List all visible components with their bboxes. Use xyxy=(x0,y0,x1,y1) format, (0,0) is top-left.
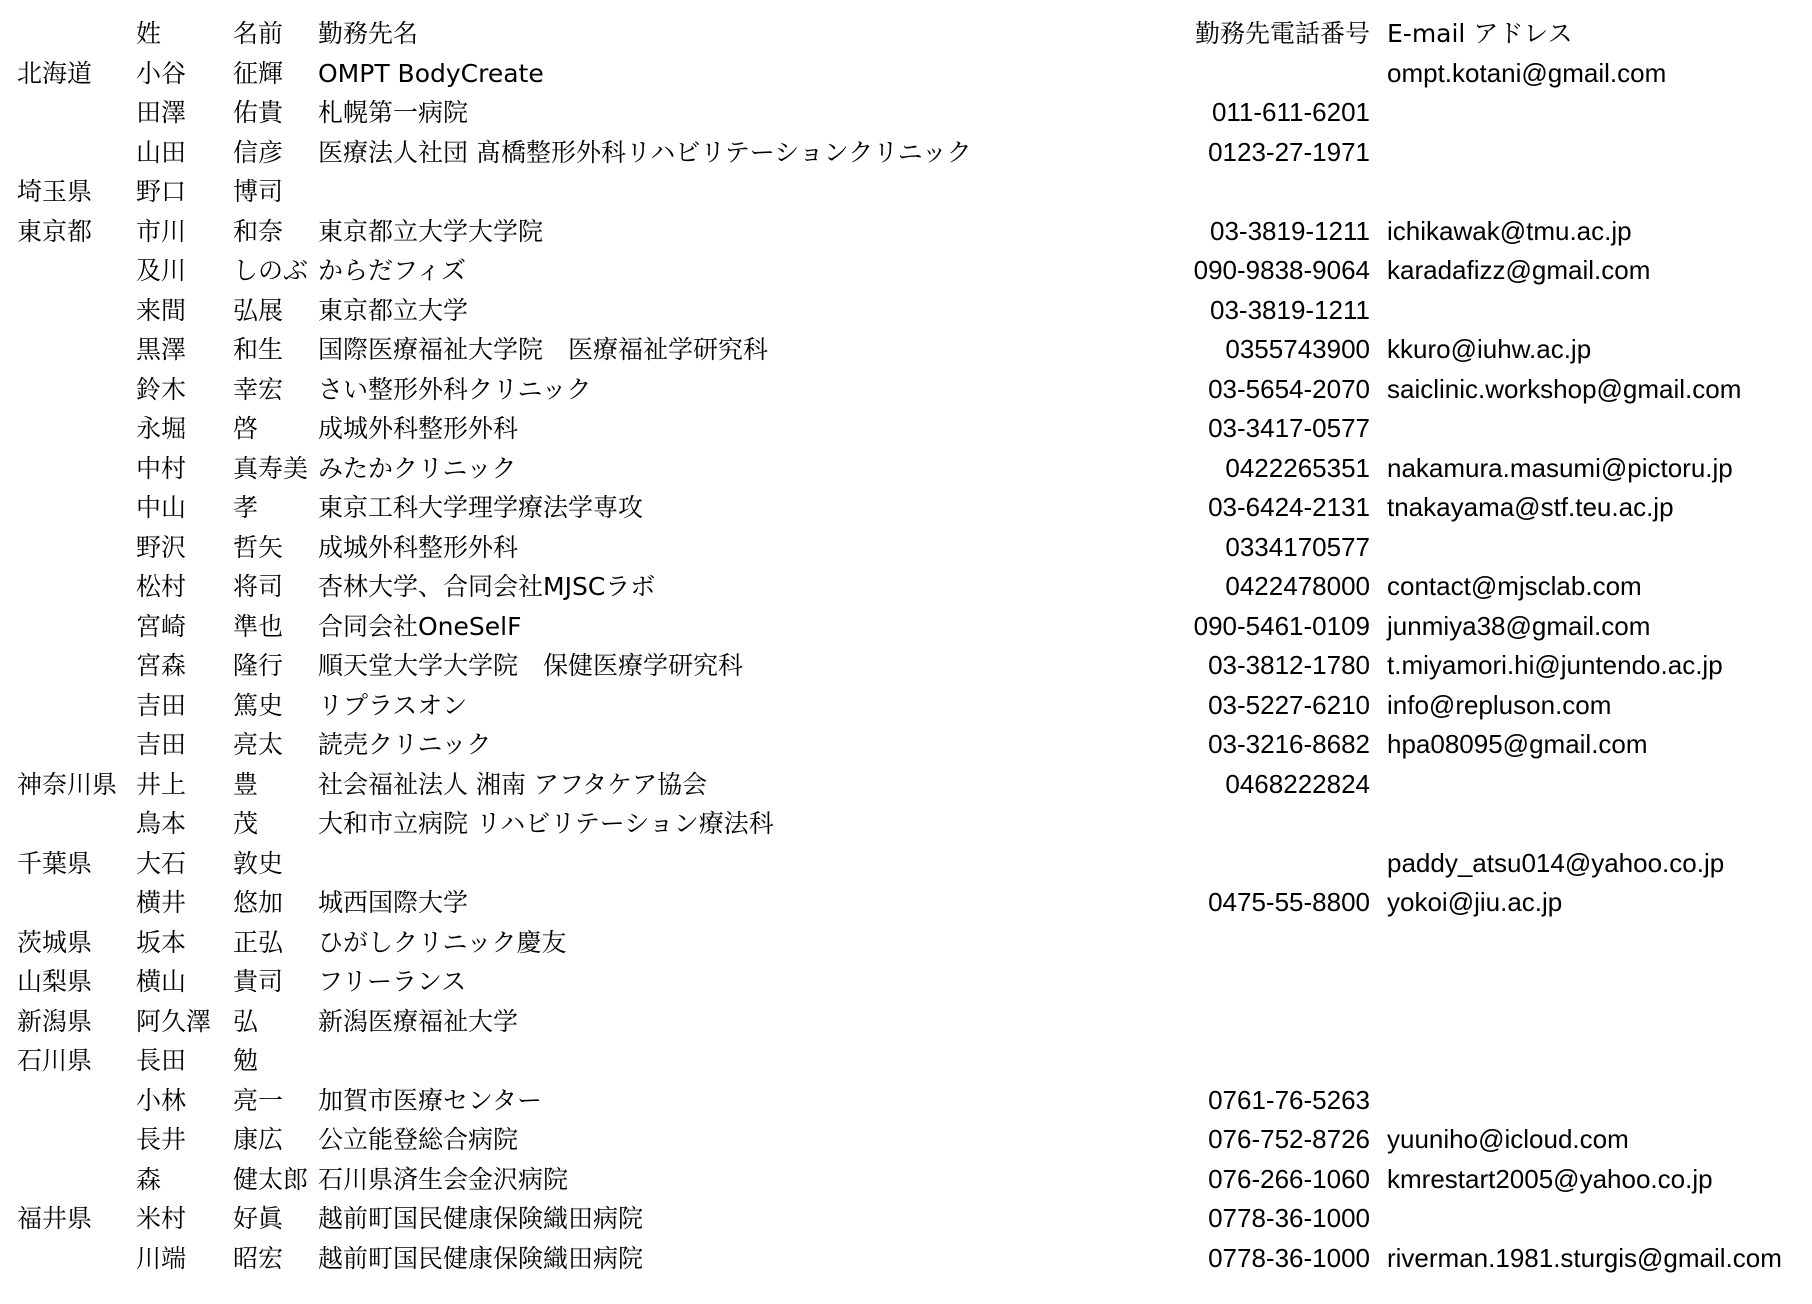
first-name-cell: 亮太 xyxy=(233,730,284,759)
header-email: E-mail アドレス xyxy=(1387,19,1573,48)
first-name-cell: 和奈 xyxy=(233,216,284,246)
table-row xyxy=(0,725,1812,765)
phone-cell: 076-752-8726 xyxy=(1208,1124,1370,1154)
workplace-cell: ひがしクリニック慶友 xyxy=(318,927,567,957)
last-name-cell: 阿久澤 xyxy=(136,1006,212,1036)
workplace-cell: 杏林大学、合同会社MJSCラボ xyxy=(318,572,656,601)
prefecture-cell: 福井県 xyxy=(17,1204,93,1233)
header-first-name: 名前 xyxy=(233,19,284,48)
phone-cell: 0422478000 xyxy=(1225,571,1370,601)
email-cell: riverman.1981.sturgis@gmail.com xyxy=(1387,1242,1782,1273)
email-cell: t.miyamori.hi@juntendo.ac.jp xyxy=(1387,650,1723,680)
first-name-cell: 勉 xyxy=(233,1046,259,1075)
phone-cell: 03-3417-0577 xyxy=(1208,413,1370,443)
table-row xyxy=(0,251,1812,291)
last-name-cell: 黒澤 xyxy=(136,335,187,364)
first-name-cell: 孝 xyxy=(233,493,259,522)
last-name-cell: 大石 xyxy=(136,848,187,878)
email-cell: nakamura.masumi@pictoru.jp xyxy=(1387,452,1733,483)
last-name-cell: 小林 xyxy=(136,1085,187,1115)
table-row xyxy=(0,93,1812,133)
first-name-cell: 幸宏 xyxy=(233,374,284,404)
workplace-cell: 石川県済生会金沢病院 xyxy=(318,1164,569,1194)
phone-cell: 0761-76-5263 xyxy=(1208,1084,1370,1115)
last-name-cell: 中村 xyxy=(136,453,187,483)
table-row xyxy=(0,172,1812,212)
prefecture-cell: 東京都 xyxy=(17,216,93,246)
workplace-cell: 成城外科整形外科 xyxy=(318,414,519,443)
table-row xyxy=(0,646,1812,686)
email-cell: junmiya38@gmail.com xyxy=(1387,610,1651,641)
phone-cell: 0334170577 xyxy=(1225,531,1370,562)
last-name-cell: 吉田 xyxy=(136,730,187,759)
phone-cell: 03-3216-8682 xyxy=(1208,729,1370,759)
first-name-cell: 貴司 xyxy=(233,967,284,996)
last-name-cell: 鳥本 xyxy=(136,809,187,838)
email-cell: yuuniho@icloud.com xyxy=(1387,1124,1629,1154)
table-row xyxy=(0,765,1812,805)
phone-cell: 03-3819-1211 xyxy=(1210,215,1370,246)
first-name-cell: 豊 xyxy=(233,769,259,799)
phone-cell: 011-611-6201 xyxy=(1211,97,1370,127)
last-name-cell: 市川 xyxy=(136,216,187,246)
workplace-cell: フリーランス xyxy=(318,967,467,996)
prefecture-cell: 石川県 xyxy=(17,1046,93,1075)
last-name-cell: 森 xyxy=(136,1164,162,1194)
phone-cell: 0778-36-1000 xyxy=(1208,1203,1370,1233)
prefecture-cell: 埼玉県 xyxy=(17,177,93,206)
last-name-cell: 横井 xyxy=(136,888,187,917)
last-name-cell: 井上 xyxy=(136,769,187,799)
workplace-cell: 大和市立病院 リハビリテーション療法科 xyxy=(318,809,774,838)
email-cell: paddy_atsu014@yahoo.co.jp xyxy=(1387,847,1725,878)
first-name-cell: 茂 xyxy=(233,809,259,838)
table-row xyxy=(0,370,1812,410)
header-workplace: 勤務先名 xyxy=(318,19,419,48)
workplace-cell: 順天堂大学大学院 保健医療学研究科 xyxy=(318,651,744,680)
workplace-cell: 東京都立大学 xyxy=(318,295,469,325)
table-row xyxy=(0,54,1812,94)
table-row xyxy=(0,133,1812,173)
table-row xyxy=(0,409,1812,449)
table-row xyxy=(0,1239,1812,1279)
email-cell: contact@mjsclab.com xyxy=(1387,571,1642,601)
first-name-cell: しのぶ xyxy=(233,256,309,285)
first-name-cell: 準也 xyxy=(233,611,284,641)
workplace-cell: 越前町国民健康保険織田病院 xyxy=(318,1204,644,1233)
last-name-cell: 永堀 xyxy=(136,414,187,443)
last-name-cell: 野沢 xyxy=(136,532,187,562)
phone-cell: 0778-36-1000 xyxy=(1208,1242,1370,1273)
table-row xyxy=(0,962,1812,1002)
first-name-cell: 和生 xyxy=(233,335,284,364)
first-name-cell: 康広 xyxy=(233,1125,284,1154)
workplace-cell: 社会福祉法人 湘南 アフタケア協会 xyxy=(318,769,708,799)
workplace-cell: 医療法人社団 髙橋整形外科リハビリテーションクリニック xyxy=(318,137,972,167)
workplace-cell: 越前町国民健康保険織田病院 xyxy=(318,1243,644,1273)
first-name-cell: 征輝 xyxy=(233,58,284,88)
workplace-cell: 札幌第一病院 xyxy=(318,98,469,127)
header-row xyxy=(0,14,1812,54)
email-cell: info@repluson.com xyxy=(1387,689,1612,720)
phone-cell: 0123-27-1971 xyxy=(1208,136,1370,167)
email-cell: karadafizz@gmail.com xyxy=(1387,255,1651,285)
last-name-cell: 及川 xyxy=(136,256,187,285)
table-row xyxy=(0,804,1812,844)
table-row xyxy=(0,1199,1812,1239)
phone-cell: 0468222824 xyxy=(1225,768,1370,799)
table-row xyxy=(0,330,1812,370)
first-name-cell: 佑貴 xyxy=(233,98,284,127)
table-row xyxy=(0,883,1812,923)
table-row xyxy=(0,449,1812,489)
last-name-cell: 川端 xyxy=(136,1243,187,1273)
workplace-cell: 城西国際大学 xyxy=(318,888,469,917)
table-row xyxy=(0,291,1812,331)
email-cell: hpa08095@gmail.com xyxy=(1387,729,1648,759)
last-name-cell: 鈴木 xyxy=(136,374,187,404)
phone-cell: 090-9838-9064 xyxy=(1193,255,1370,285)
email-cell: kmrestart2005@yahoo.co.jp xyxy=(1387,1163,1713,1194)
phone-cell: 03-3812-1780 xyxy=(1208,650,1370,680)
last-name-cell: 野口 xyxy=(136,177,187,206)
prefecture-cell: 神奈川県 xyxy=(17,769,118,799)
phone-cell: 090-5461-0109 xyxy=(1193,610,1370,641)
table-row xyxy=(0,1002,1812,1042)
first-name-cell: 悠加 xyxy=(233,888,284,917)
first-name-cell: 昭宏 xyxy=(233,1243,284,1273)
workplace-cell: 加賀市医療センター xyxy=(318,1085,543,1115)
last-name-cell: 横山 xyxy=(136,967,187,996)
workplace-cell: 東京都立大学大学院 xyxy=(318,216,544,246)
email-cell: tnakayama@stf.teu.ac.jp xyxy=(1387,492,1674,522)
email-cell: saiclinic.workshop@gmail.com xyxy=(1387,373,1742,404)
table-row xyxy=(0,1081,1812,1121)
prefecture-cell: 茨城県 xyxy=(17,927,93,957)
workplace-cell: 合同会社OneSelF xyxy=(318,611,522,641)
phone-cell: 0355743900 xyxy=(1225,334,1370,364)
first-name-cell: 弘 xyxy=(233,1006,259,1036)
workplace-cell: リプラスオン xyxy=(318,690,468,720)
last-name-cell: 坂本 xyxy=(136,927,187,957)
table-row xyxy=(0,567,1812,607)
phone-cell: 03-6424-2131 xyxy=(1208,492,1370,522)
table-row xyxy=(0,1041,1812,1081)
first-name-cell: 隆行 xyxy=(233,651,284,680)
first-name-cell: 信彦 xyxy=(233,137,284,167)
workplace-cell: さい整形外科クリニック xyxy=(318,374,592,404)
last-name-cell: 松村 xyxy=(136,572,187,601)
phone-cell: 03-3819-1211 xyxy=(1210,294,1370,325)
table-row xyxy=(0,923,1812,963)
last-name-cell: 吉田 xyxy=(136,690,187,720)
workplace-cell: 国際医療福祉大学院 医療福祉学研究科 xyxy=(318,335,769,364)
table-row xyxy=(0,607,1812,647)
phone-cell: 0475-55-8800 xyxy=(1208,887,1370,917)
email-cell: ompt.kotani@gmail.com xyxy=(1387,57,1667,88)
last-name-cell: 長井 xyxy=(136,1125,187,1154)
last-name-cell: 小谷 xyxy=(136,58,187,88)
first-name-cell: 篤史 xyxy=(233,690,284,720)
first-name-cell: 弘展 xyxy=(233,295,284,325)
first-name-cell: 真寿美 xyxy=(233,453,309,483)
email-cell: kkuro@iuhw.ac.jp xyxy=(1387,334,1592,364)
first-name-cell: 啓 xyxy=(233,414,259,443)
workplace-cell: みたかクリニック xyxy=(318,453,517,483)
workplace-cell: 読売クリニック xyxy=(318,730,492,759)
table-row xyxy=(0,1120,1812,1160)
last-name-cell: 米村 xyxy=(136,1204,187,1233)
header-last-name: 姓 xyxy=(136,19,162,48)
table-row xyxy=(0,1160,1812,1200)
first-name-cell: 敦史 xyxy=(233,848,284,878)
last-name-cell: 長田 xyxy=(136,1046,187,1075)
last-name-cell: 山田 xyxy=(136,137,187,167)
prefecture-cell: 山梨県 xyxy=(17,967,93,996)
first-name-cell: 健太郎 xyxy=(233,1164,309,1194)
workplace-cell: 東京工科大学理学療法学専攻 xyxy=(318,493,644,522)
table-row xyxy=(0,212,1812,252)
workplace-cell: OMPT BodyCreate xyxy=(318,58,544,88)
first-name-cell: 好眞 xyxy=(233,1204,284,1233)
first-name-cell: 博司 xyxy=(233,177,284,206)
phone-cell: 076-266-1060 xyxy=(1208,1163,1370,1194)
phone-cell: 0422265351 xyxy=(1225,452,1370,483)
prefecture-cell: 北海道 xyxy=(17,58,93,88)
table-row xyxy=(0,488,1812,528)
table-body xyxy=(0,54,1812,1279)
first-name-cell: 哲矢 xyxy=(233,532,284,562)
workplace-cell: 公立能登総合病院 xyxy=(318,1125,519,1154)
first-name-cell: 亮一 xyxy=(233,1085,284,1115)
email-cell: yokoi@jiu.ac.jp xyxy=(1387,887,1563,917)
last-name-cell: 宮森 xyxy=(136,651,187,680)
member-table xyxy=(0,14,1812,1278)
workplace-cell: からだフィズ xyxy=(318,256,467,285)
workplace-cell: 成城外科整形外科 xyxy=(318,532,519,562)
phone-cell: 03-5227-6210 xyxy=(1208,689,1370,720)
phone-cell: 03-5654-2070 xyxy=(1208,373,1370,404)
last-name-cell: 中山 xyxy=(136,493,187,522)
last-name-cell: 田澤 xyxy=(136,98,187,127)
first-name-cell: 将司 xyxy=(233,572,284,601)
first-name-cell: 正弘 xyxy=(233,927,284,957)
header-phone: 勤務先電話番号 xyxy=(1194,19,1370,48)
last-name-cell: 宮崎 xyxy=(136,611,187,641)
email-cell: ichikawak@tmu.ac.jp xyxy=(1387,215,1632,246)
prefecture-cell: 新潟県 xyxy=(17,1006,93,1036)
table-row xyxy=(0,528,1812,568)
table-row xyxy=(0,686,1812,726)
table-row xyxy=(0,844,1812,884)
last-name-cell: 来間 xyxy=(136,295,187,325)
workplace-cell: 新潟医療福祉大学 xyxy=(318,1006,519,1036)
prefecture-cell: 千葉県 xyxy=(17,848,93,878)
